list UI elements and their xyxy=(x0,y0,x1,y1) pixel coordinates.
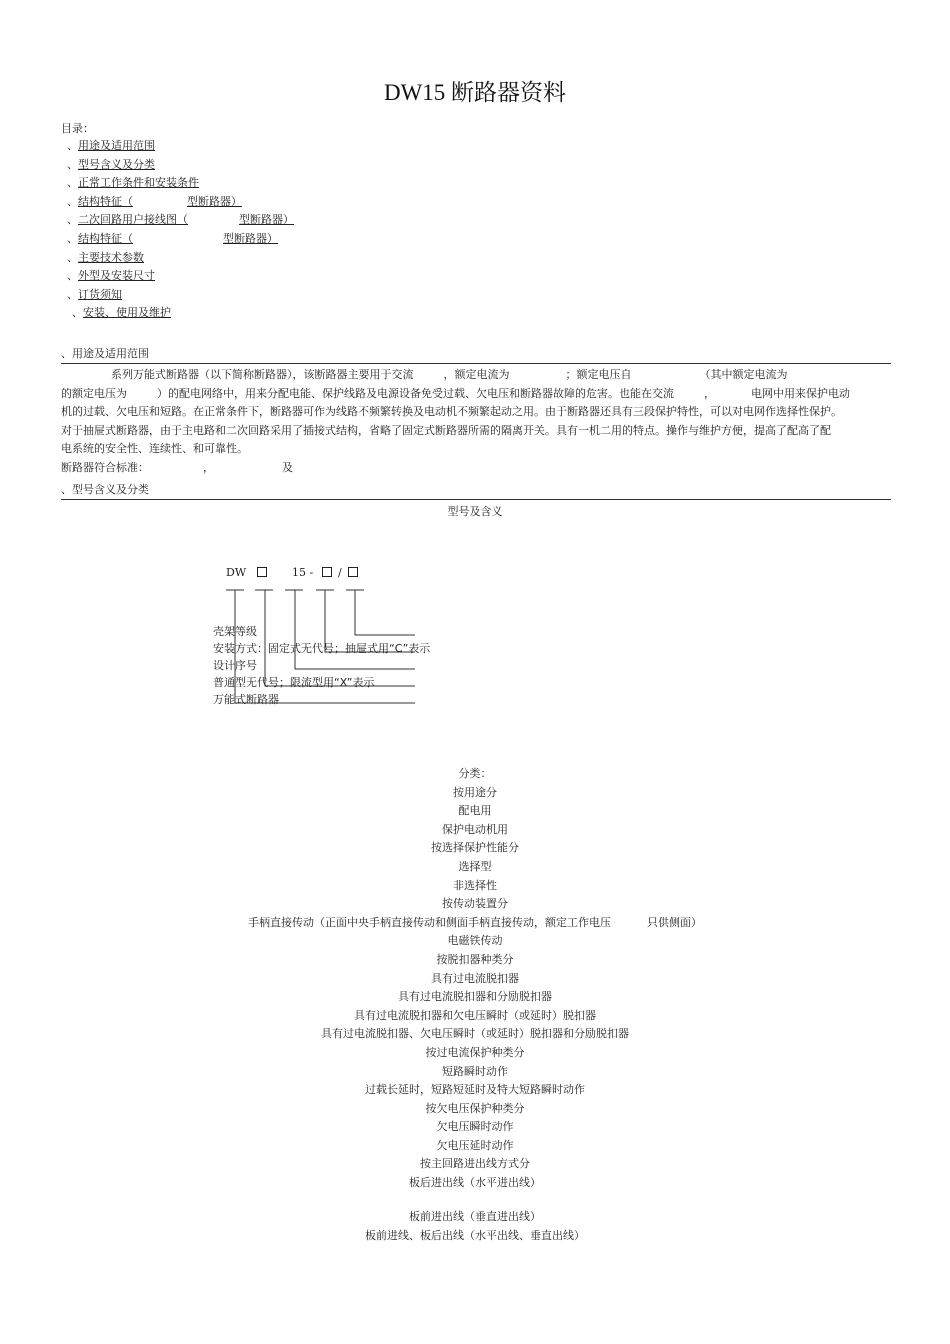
toc-link-text: 型断路器） xyxy=(223,231,278,245)
section-heading: 、用途及适用范围 xyxy=(61,347,149,360)
toc-link-params[interactable]: 主要技术参数 xyxy=(78,250,144,264)
model-middle: 15 - xyxy=(292,566,314,579)
toc-item[interactable] xyxy=(67,174,294,193)
classification-item: 选择型 xyxy=(458,859,492,873)
blank-line xyxy=(0,1193,950,1208)
classification-item: 具有过电流脱扣器和欠电压瞬时（或延时）脱扣器 xyxy=(354,1008,596,1022)
toc-link-text: 结构特征（ xyxy=(78,231,133,245)
section-heading: 、型号含义及分类 xyxy=(61,483,149,496)
model-prefix: DW xyxy=(226,566,247,579)
classification-item: 电磁铁传动 xyxy=(447,934,503,948)
classification-item: 过载长延时，短路短延时及特大短路瞬时动作 xyxy=(365,1083,585,1097)
toc-link-purpose[interactable]: 用途及适用范围 xyxy=(78,139,155,152)
toc-link-conditions[interactable]: 正常工作条件和安装条件 xyxy=(78,176,199,190)
classification-item: 按传动装置分 xyxy=(442,897,508,911)
toc-link-wiring[interactable] xyxy=(78,213,294,226)
classification-item: 按主回路进出线方式分 xyxy=(420,1157,530,1171)
classification-item: 板前进线、板后出线（水平出线、垂直出线） xyxy=(365,1228,585,1242)
classification-item: 欠电压瞬时动作 xyxy=(436,1120,514,1134)
text-run: 及 xyxy=(282,460,293,474)
classification-item: 板前进出线（垂直进出线） xyxy=(409,1210,541,1224)
classification-item: 按欠电压保护种类分 xyxy=(425,1101,525,1115)
classification-item: 板后进出线（水平进出线） xyxy=(409,1176,541,1190)
toc-item[interactable] xyxy=(67,230,294,249)
toc-item[interactable] xyxy=(67,267,294,286)
legend-item: 安装方式：固定式无代号；抽屉式用“C”表示 xyxy=(213,642,431,655)
classification-item: 欠电压延时动作 xyxy=(436,1138,514,1152)
classification-item: 按选择保护性能分 xyxy=(431,841,519,855)
text-run: 电网中用来保护电动 xyxy=(751,386,850,400)
classification-item: 具有过电流脱扣器、欠电压瞬时（或延时）脱扣器和分励脱扣器 xyxy=(321,1027,629,1041)
text-run: 电系统的安全性、连续性、和可靠性。 xyxy=(61,442,248,456)
toc-label: 目录： xyxy=(61,122,94,135)
paragraph-line xyxy=(61,440,896,459)
classification-item: 短路瞬时动作 xyxy=(442,1064,508,1078)
toc-link-text: 型断路器） xyxy=(187,194,242,208)
model-slash: / xyxy=(338,566,342,579)
text-run: 对于抽屉式断路器，由于主电路和二次回路采用了插接式结构，省略了固定式断路器所需的隔离开关。具有一机二用的特点。操作与维护方便，提高了配高了配 xyxy=(61,423,831,437)
legend-item: 设计序号 xyxy=(213,659,257,672)
toc-link-ordering[interactable]: 订货须知 xyxy=(78,287,122,301)
toc-item-prefix: 、 xyxy=(67,269,78,283)
toc-item-prefix: 、 xyxy=(67,287,78,301)
toc-item[interactable] xyxy=(67,156,294,175)
text-run: 机的过载、欠电压和短路。在正常条件下，断路器可作为线路不频繁转换及电动机不频繁起动之用。由于断路器还具有三段保护特性，可以对电网作选择性保护。 xyxy=(61,405,842,419)
document-title: DW15 断路器资料 xyxy=(383,80,567,105)
figure-caption: 型号及含义 xyxy=(447,505,503,518)
toc-item[interactable] xyxy=(67,286,294,305)
classification-item: 非选择性 xyxy=(453,878,497,892)
toc-item[interactable] xyxy=(67,193,294,212)
toc-link-dimensions[interactable]: 外型及安装尺寸 xyxy=(78,269,155,283)
toc-item-prefix: 、 xyxy=(67,194,78,208)
section-divider xyxy=(61,499,891,500)
section-divider xyxy=(61,363,891,364)
classification-item: 按过电流保护种类分 xyxy=(425,1045,525,1059)
paragraph-line xyxy=(61,403,896,422)
classification-item: 按脱扣器种类分 xyxy=(436,952,514,966)
paragraph-line xyxy=(61,385,896,404)
toc-item[interactable] xyxy=(67,304,294,323)
toc-link-structure-1[interactable] xyxy=(78,195,242,208)
toc-item-prefix: 、 xyxy=(67,231,78,245)
legend-item: 壳架等级 xyxy=(213,625,257,638)
toc-item-prefix: 、 xyxy=(67,213,78,227)
paragraph-line xyxy=(61,366,896,385)
table-of-contents xyxy=(67,137,294,323)
text-run: 的额定电压为 xyxy=(61,386,127,400)
toc-item-prefix: 、 xyxy=(67,157,78,171)
text-run: 断路器符合标准： xyxy=(61,460,149,474)
classification-item: 按用途分 xyxy=(453,785,497,799)
section1-body xyxy=(61,366,896,478)
classification-item: 具有过电流脱扣器和分励脱扣器 xyxy=(398,990,552,1004)
classification-item xyxy=(0,914,950,933)
text-run: 系列万能式断路器（以下简称断路器），该断路器主要用于交流 xyxy=(111,368,414,381)
text-run: 手柄直接传动（正面中央手柄直接传动和侧面手柄直接传动，额定工作电压 xyxy=(248,915,611,929)
text-run: （其中额定电流为 xyxy=(699,368,788,381)
toc-item-prefix: 、 xyxy=(67,176,78,190)
toc-link-model[interactable]: 型号含义及分类 xyxy=(78,157,155,171)
toc-link-text: 型断路器） xyxy=(239,213,294,227)
legend-item: 普通型无代号；限流型用“X”表示 xyxy=(213,676,375,689)
classification-item: 保护电动机用 xyxy=(442,822,508,836)
paragraph-line xyxy=(61,459,896,478)
text-run: ， xyxy=(203,460,214,474)
toc-link-installation[interactable]: 安装、使用及维护 xyxy=(83,306,171,320)
legend-item: 万能式断路器 xyxy=(213,693,279,706)
text-run: ， xyxy=(704,386,715,400)
toc-item-prefix: 、 xyxy=(67,139,78,152)
classification-list xyxy=(0,765,950,1245)
toc-link-text: 二次回路用户接线图（ xyxy=(78,213,188,227)
toc-link-structure-2[interactable] xyxy=(78,232,278,245)
toc-item[interactable] xyxy=(67,137,294,156)
text-run: ，额定电流为 xyxy=(443,368,510,381)
text-run: ）的配电网络中，用来分配电能、保护线路及电源设备免受过载、欠电压和断路器故障的危害。也能在交流 xyxy=(157,386,674,400)
toc-item-prefix: 、 xyxy=(67,250,78,264)
toc-link-text: 结构特征（ xyxy=(78,194,133,208)
classification-item: 分类： xyxy=(458,767,492,780)
toc-item-prefix: 、 xyxy=(72,306,83,320)
toc-item[interactable] xyxy=(67,249,294,268)
paragraph-line xyxy=(61,422,896,441)
toc-item[interactable] xyxy=(67,211,294,230)
classification-item: 具有过电流脱扣器 xyxy=(431,971,519,985)
text-run: 只供侧面） xyxy=(647,915,702,929)
classification-item: 配电用 xyxy=(458,804,492,818)
text-run: ；额定电压自 xyxy=(565,368,632,381)
